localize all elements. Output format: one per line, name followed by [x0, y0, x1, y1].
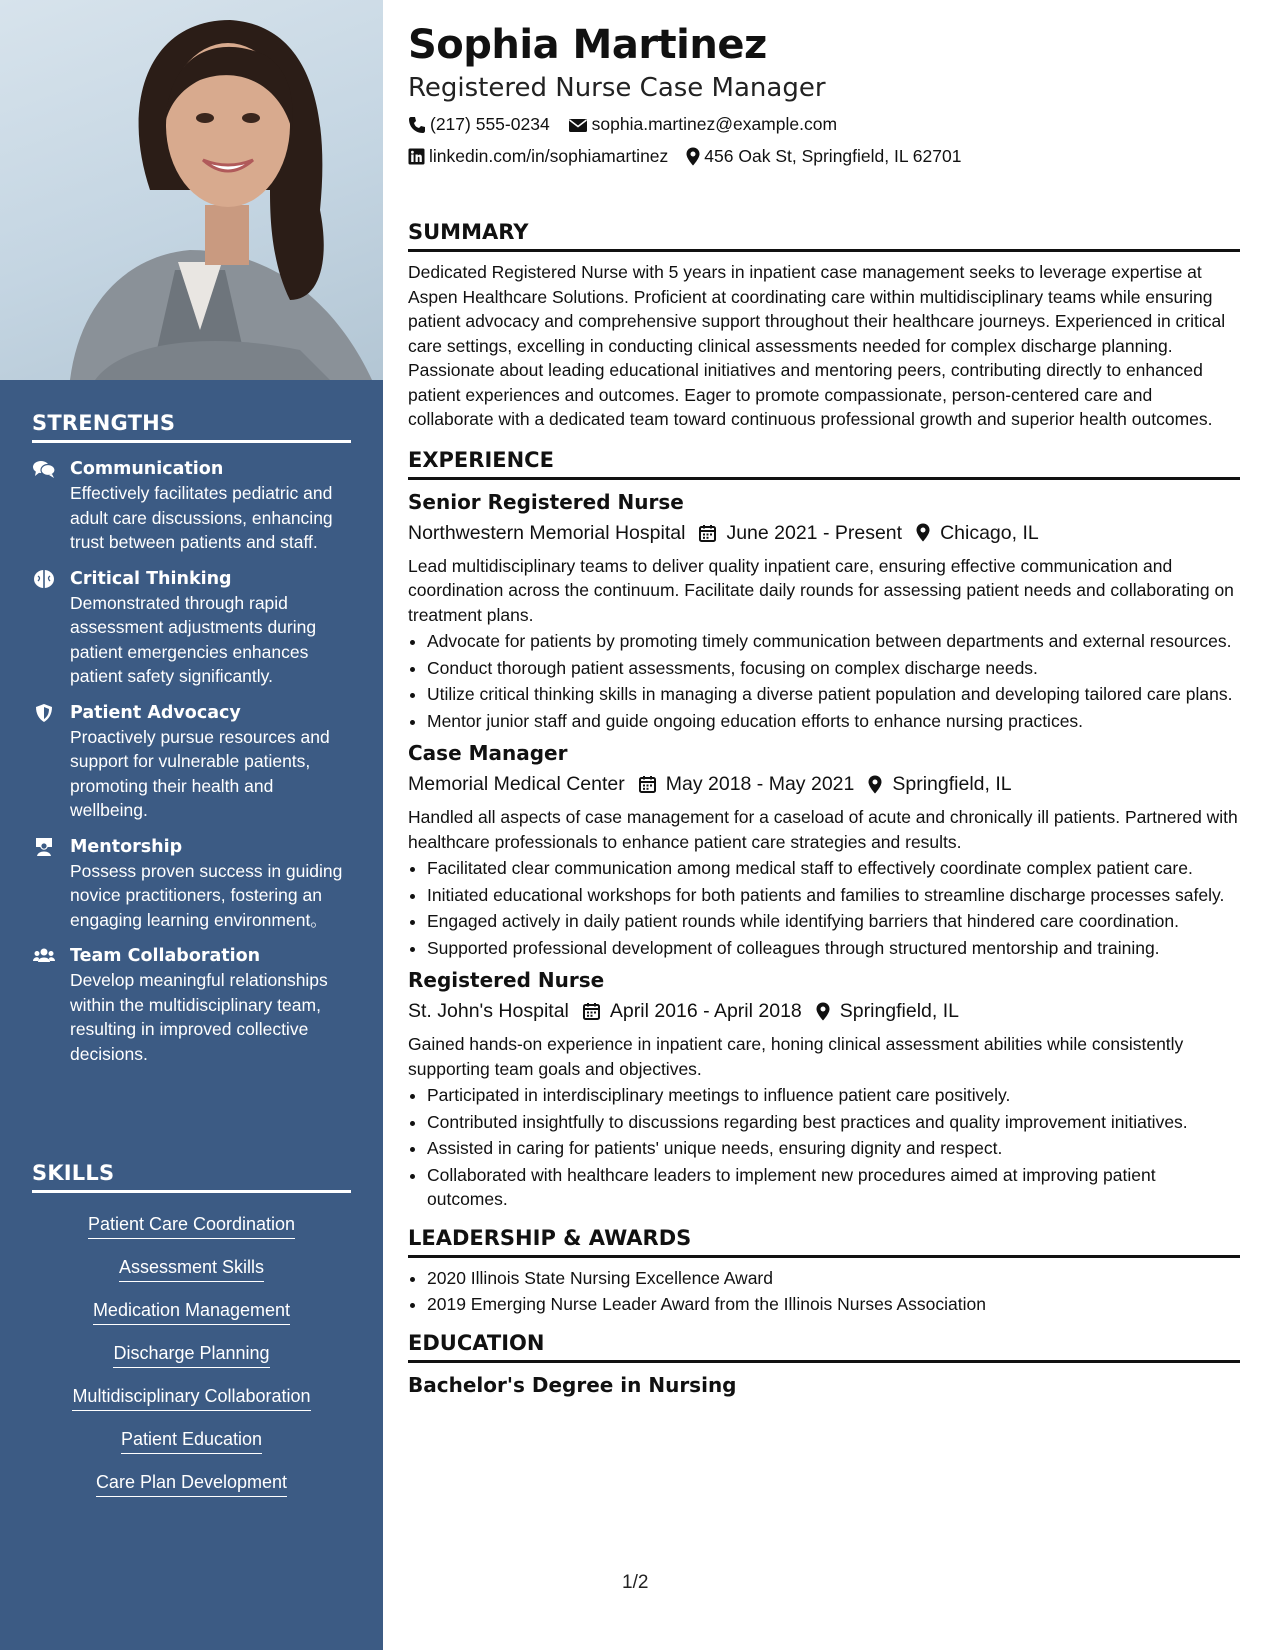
skill-item: Medication Management	[93, 1297, 290, 1325]
map-pin-icon	[868, 775, 882, 794]
calendar-icon	[639, 775, 656, 793]
employer: Memorial Medical Center	[408, 773, 625, 795]
phone-contact	[408, 114, 550, 135]
calendar-icon	[699, 524, 716, 542]
headline: Registered Nurse Case Manager	[408, 73, 826, 103]
job-bullet: • Participated in interdisciplinary meetings to influence patient care positively.	[427, 1083, 1240, 1108]
strength-item	[32, 457, 351, 555]
page-number: 1/2	[622, 1572, 649, 1593]
job-bullet: • Contributed insightfully to discussions regarding best practices and quality improvement initiatives.	[427, 1110, 1240, 1135]
strength-item	[32, 835, 351, 933]
skills-section	[32, 1161, 351, 1504]
education-heading: EDUCATION	[408, 1331, 1240, 1363]
skill-item: Patient Care Coordination	[88, 1211, 295, 1239]
comments-icon	[33, 459, 55, 479]
award-item: • 2020 Illinois State Nursing Excellence Award	[427, 1266, 1240, 1291]
email-contact[interactable]	[568, 114, 837, 135]
job-bullet: • Conduct thorough patient assessments, focusing on complex discharge needs.	[427, 656, 1240, 681]
map-pin-icon	[686, 147, 700, 166]
resume-body	[408, 220, 1240, 1399]
job-location: Springfield, IL	[892, 773, 1012, 795]
job-bullets	[408, 629, 1240, 733]
skill-item: Patient Education	[121, 1426, 262, 1454]
job-meta	[408, 518, 1240, 548]
strength-title: Communication	[70, 459, 224, 479]
degree-title: Bachelor's Degree in Nursing	[408, 1372, 737, 1397]
job-entry	[408, 966, 1240, 1212]
summary-text: Dedicated Registered Nurse with 5 years in inpatient case management seeks to leverage expertise at Aspen Healthcare Solutions. Proficient at coordinating care within multidisciplinary teams while ensuring patient advocacy and comprehensive support throughout their healthcare journeys. Experienced in critical care settings, excelling in conducting clinical assessments needed for complex discharge planning. Passionate about leading educational initiatives and mentoring peers, contributing directly to enhanced patient experiences and outcomes. Eager to promote compassionate, person-centered care and collaborate with a dedicated team toward continuous professional growth and superior health outcomes.	[408, 262, 1226, 429]
skills-list	[32, 1203, 351, 1504]
job-bullet: • Engaged actively in daily patient rounds while identifying barriers that hindered care coordination.	[427, 909, 1240, 934]
experience-section	[408, 448, 1240, 1212]
skill-item: Assessment Skills	[119, 1254, 264, 1282]
address-text: 456 Oak St, Springfield, IL 62701	[704, 146, 962, 166]
strength-description: Effectively facilitates pediatric and adult care discussions, enhancing trust between patients and staff.	[70, 483, 333, 552]
job-title: Senior Registered Nurse	[408, 489, 684, 514]
envelope-icon	[568, 117, 588, 133]
job-description: Lead multidisciplinary teams to deliver quality inpatient care, ensuring effective communication and coordination across the continuum. Facilitate daily rounds for assessing patient needs and collaborating on treatment plans.	[408, 555, 1234, 625]
job-bullet: • Assisted in caring for patients' unique needs, ensuring dignity and respect.	[427, 1136, 1240, 1161]
job-location: Springfield, IL	[839, 1000, 960, 1022]
skill-item: Care Plan Development	[96, 1469, 287, 1497]
profile-photo-illustration	[0, 0, 383, 380]
strength-title: Patient Advocacy	[70, 702, 241, 723]
skills-heading: SKILLS	[32, 1161, 351, 1193]
experience-heading: EXPERIENCE	[408, 448, 1240, 480]
employer: Northwestern Memorial Hospital	[408, 521, 686, 544]
map-pin-icon	[816, 1002, 830, 1021]
strength-item	[32, 567, 351, 689]
job-meta	[408, 996, 1240, 1026]
job-location: Chicago, IL	[940, 521, 1039, 544]
strength-item	[32, 944, 351, 1066]
linkedin-link[interactable]: linkedin.com/in/sophiamartinez	[429, 146, 669, 166]
job-bullet: • Advocate for patients by promoting timely communication between departments and external resources.	[427, 629, 1240, 654]
phone-icon	[408, 116, 426, 134]
awards-section	[408, 1226, 1240, 1317]
phone-text: (217) 555-0234	[430, 114, 550, 134]
linkedin-contact[interactable]	[408, 146, 668, 167]
awards-list	[408, 1266, 1240, 1317]
strength-title: Team Collaboration	[70, 946, 261, 966]
teacher-icon	[33, 837, 55, 857]
job-bullet: • Facilitated clear communication among medical staff to effectively coordinate complex patient care.	[427, 856, 1240, 881]
strength-description: Possess proven success in guiding novice practitioners, fostering an engaging learning environment。	[70, 860, 343, 930]
job-description: Handled all aspects of case management for a caseload of acute and chronically ill patients. Partnered with healthcare professionals to enhance patient care strategies and results.	[408, 807, 1238, 852]
award-item: • 2019 Emerging Nurse Leader Award from the Illinois Nurses Association	[427, 1292, 1240, 1317]
job-bullet: • Mentor junior staff and guide ongoing education efforts to enhance nursing practices.	[427, 709, 1240, 734]
job-bullets	[408, 856, 1240, 960]
job-dates: April 2016 - April 2018	[609, 1000, 802, 1022]
users-icon	[33, 946, 55, 966]
strength-description: Demonstrated through rapid assessment adjustments during patient emergencies enhances patient safety significantly.	[70, 592, 317, 686]
candidate-name: Sophia Martinez	[408, 22, 767, 68]
job-title: Case Manager	[408, 741, 568, 765]
skill-item: Multidisciplinary Collaboration	[72, 1383, 310, 1411]
job-bullet: • Initiated educational workshops for both patients and families to streamline discharge processes safely.	[427, 883, 1240, 908]
strength-title: Mentorship	[70, 836, 183, 857]
calendar-icon	[583, 1002, 600, 1020]
email-link[interactable]: sophia.martinez@example.com	[591, 114, 838, 134]
address-contact	[686, 146, 961, 167]
map-pin-icon	[916, 523, 930, 542]
contact-row	[408, 146, 979, 167]
sidebar	[0, 0, 383, 1650]
profile-photo	[0, 0, 383, 380]
summary-heading: SUMMARY	[408, 220, 1240, 252]
job-meta	[408, 769, 1240, 799]
job-title: Registered Nurse	[408, 968, 605, 992]
job-entry	[408, 488, 1240, 734]
awards-heading: LEADERSHIP & AWARDS	[408, 1226, 1240, 1258]
shield-icon	[33, 703, 55, 723]
skill-item: Discharge Planning	[113, 1340, 269, 1368]
job-bullet: • Utilize critical thinking skills in managing a diverse patient population and developing tailored care plans.	[427, 682, 1240, 707]
job-bullet: • Collaborated with healthcare leaders to implement new procedures aimed at improving patient outcomes.	[427, 1163, 1240, 1212]
strength-title: Critical Thinking	[70, 568, 232, 589]
strengths-section	[32, 411, 351, 1066]
brain-icon	[33, 569, 55, 589]
job-bullet: • Supported professional development of colleagues through structured mentorship and training.	[427, 936, 1240, 961]
job-description: Gained hands-on experience in inpatient care, honing clinical assessment abilities while consistently supporting team goals and objectives.	[408, 1034, 1184, 1079]
job-dates: June 2021 - Present	[726, 521, 903, 544]
strength-item	[32, 701, 351, 823]
summary-section	[408, 220, 1240, 432]
strength-description: Develop meaningful relationships within the multidisciplinary team, resulting in improved collective decisions.	[70, 970, 328, 1064]
education-section	[408, 1331, 1240, 1399]
linkedin-icon	[408, 148, 425, 165]
job-entry	[408, 739, 1240, 960]
job-bullets	[408, 1083, 1240, 1212]
employer: St. John's Hospital	[408, 1000, 569, 1022]
strengths-heading: STRENGTHS	[32, 411, 351, 443]
strength-description: Proactively pursue resources and support for vulnerable patients, promoting their health and wellbeing.	[70, 726, 330, 820]
job-dates: May 2018 - May 2021	[665, 773, 855, 795]
contact-row	[408, 114, 855, 135]
